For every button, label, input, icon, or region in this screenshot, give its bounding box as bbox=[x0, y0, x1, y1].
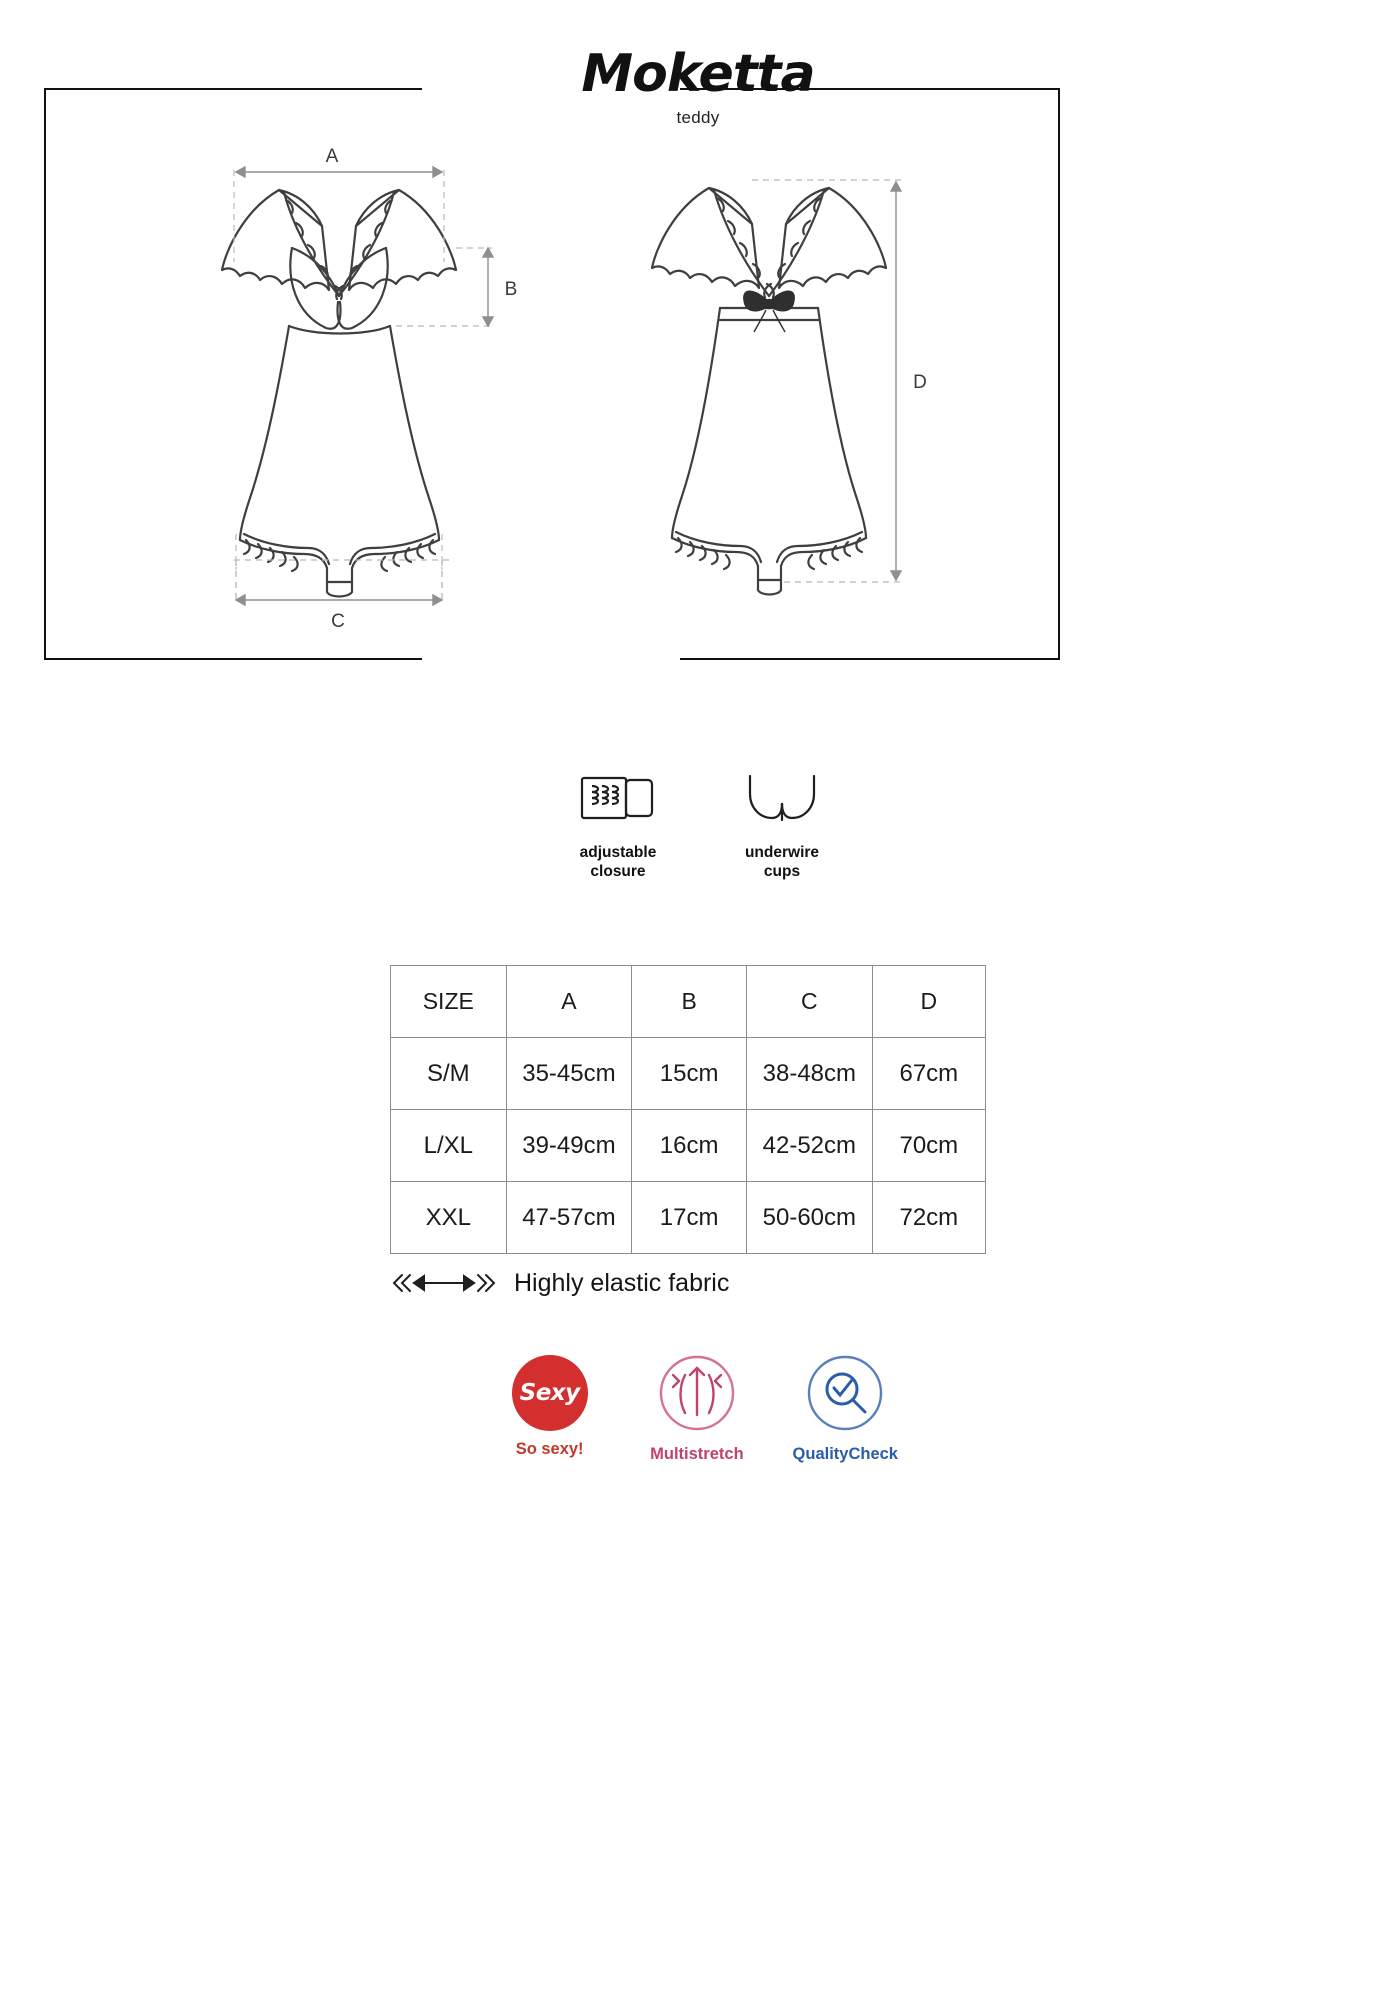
cell-c: 50-60cm bbox=[746, 1182, 872, 1254]
cell-b: 17cm bbox=[632, 1182, 747, 1254]
dim-label-d: D bbox=[913, 372, 927, 393]
size-table-container bbox=[390, 965, 990, 1254]
cell-d: 70cm bbox=[872, 1110, 985, 1182]
cell-b: 16cm bbox=[632, 1110, 747, 1182]
feature-adjustable-closure bbox=[562, 770, 674, 882]
badge-label-quality-check: QualityCheck bbox=[792, 1445, 898, 1463]
cell-size: L/XL bbox=[391, 1110, 507, 1182]
bow-detail-icon bbox=[744, 291, 794, 332]
brand-name: Moketta bbox=[581, 44, 815, 104]
cell-d: 72cm bbox=[872, 1182, 985, 1254]
table-row bbox=[391, 1038, 986, 1110]
header-a: A bbox=[506, 966, 632, 1038]
header-d: D bbox=[872, 966, 985, 1038]
elastic-fabric-note bbox=[388, 1268, 729, 1298]
header-c: C bbox=[746, 966, 872, 1038]
sexy-badge-inner-text: Sexy bbox=[519, 1380, 580, 1406]
quality-check-magnifier-icon bbox=[807, 1355, 883, 1431]
technical-drawings bbox=[44, 120, 1060, 640]
cell-size: S/M bbox=[391, 1038, 507, 1110]
frame-bottom-right-border bbox=[680, 658, 1060, 660]
dim-label-b: B bbox=[504, 279, 518, 300]
adjustable-closure-icon bbox=[578, 770, 658, 826]
brand-subtitle: teddy bbox=[676, 108, 720, 127]
frame-bottom-left-border bbox=[44, 658, 422, 660]
cell-a: 39-49cm bbox=[506, 1110, 632, 1182]
cell-size: XXL bbox=[391, 1182, 507, 1254]
cell-c: 38-48cm bbox=[746, 1038, 872, 1110]
feature-label-underwire-cups bbox=[726, 843, 838, 882]
badge-so-sexy bbox=[498, 1355, 601, 1464]
brand-header bbox=[0, 44, 1396, 128]
cell-d: 67cm bbox=[872, 1038, 985, 1110]
back-view-drawing bbox=[604, 130, 1024, 630]
sexy-badge-icon bbox=[512, 1355, 588, 1431]
table-row bbox=[391, 1110, 986, 1182]
header-size: SIZE bbox=[391, 966, 507, 1038]
cell-c: 42-52cm bbox=[746, 1110, 872, 1182]
multistretch-icon bbox=[659, 1355, 735, 1431]
double-arrow-stretch-icon bbox=[388, 1268, 496, 1298]
badge-multistretch bbox=[645, 1355, 748, 1464]
size-table bbox=[390, 965, 986, 1254]
header-b: B bbox=[632, 966, 747, 1038]
feature-icons bbox=[560, 770, 840, 882]
elastic-fabric-label: Highly elastic fabric bbox=[514, 1268, 730, 1297]
cell-b: 15cm bbox=[632, 1038, 747, 1110]
table-header-row bbox=[391, 966, 986, 1038]
badge-label-multistretch: Multistretch bbox=[650, 1445, 744, 1463]
feature-label-line1: underwire bbox=[744, 844, 820, 861]
feature-label-line2: closure bbox=[590, 863, 646, 881]
underwire-cups-icon bbox=[742, 770, 822, 826]
front-view-drawing bbox=[174, 130, 594, 630]
quality-badges bbox=[498, 1355, 898, 1464]
badge-quality-check bbox=[793, 1355, 898, 1464]
feature-underwire-cups bbox=[726, 770, 838, 882]
cell-a: 47-57cm bbox=[506, 1182, 632, 1254]
dim-label-a: A bbox=[325, 146, 339, 167]
cell-a: 35-45cm bbox=[506, 1038, 632, 1110]
feature-label-adjustable-closure bbox=[562, 843, 674, 882]
feature-label-line2: cups bbox=[763, 863, 801, 881]
dim-label-c: C bbox=[331, 611, 345, 630]
table-row bbox=[391, 1182, 986, 1254]
feature-label-line1: adjustable bbox=[579, 844, 657, 861]
badge-label-so-sexy: So sexy! bbox=[515, 1440, 584, 1458]
